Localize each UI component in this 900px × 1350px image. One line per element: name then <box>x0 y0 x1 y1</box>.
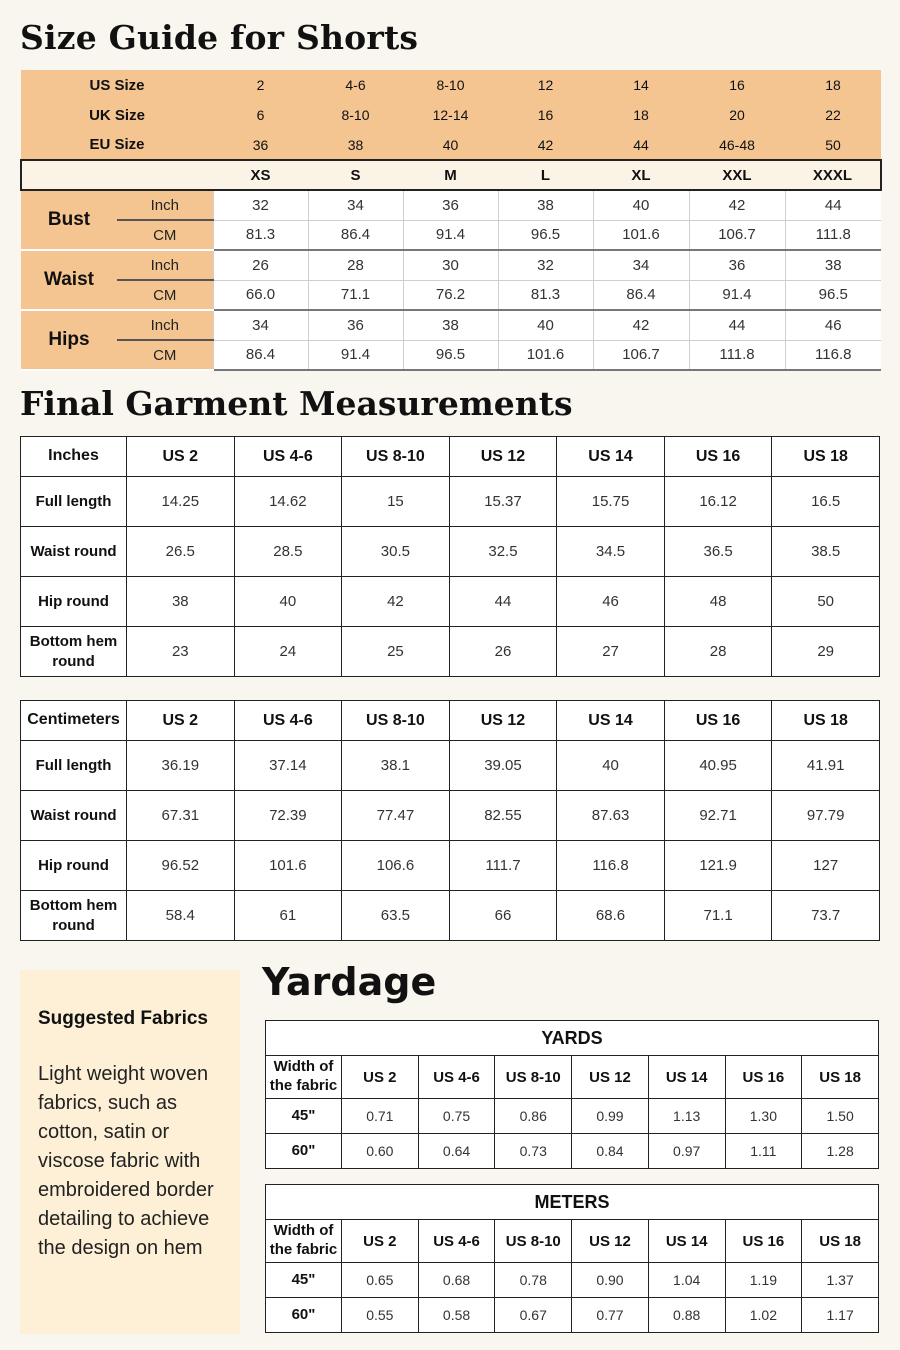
measurement-value: 42 <box>689 190 785 220</box>
unit-label: Inch <box>117 190 213 220</box>
page-title: Size Guide for Shorts <box>20 18 419 57</box>
column-header: US 14 <box>648 1220 725 1263</box>
table-cell: 0.75 <box>418 1099 495 1134</box>
table-corner-label: Centimeters <box>21 701 127 741</box>
table-row <box>266 1263 879 1298</box>
letter-size-spacer <box>21 160 213 190</box>
size-system-label: UK Size <box>21 100 213 130</box>
size-value: 12-14 <box>403 100 498 130</box>
row-label: Bottom hem round <box>21 627 127 677</box>
size-value: 6 <box>213 100 308 130</box>
column-header: US 2 <box>342 1056 419 1099</box>
table-cell: 26.5 <box>127 527 235 577</box>
table-cell: 1.04 <box>648 1263 725 1298</box>
table-cell: 15.75 <box>557 477 665 527</box>
table-cell: 1.11 <box>725 1134 802 1169</box>
size-system-row <box>21 130 881 160</box>
table-cell: 16.12 <box>664 477 772 527</box>
table-cell: 58.4 <box>127 891 235 941</box>
measurement-value: 66.0 <box>213 280 308 310</box>
table-cell: 0.55 <box>342 1298 419 1333</box>
table-cell: 0.88 <box>648 1298 725 1333</box>
column-header: US 18 <box>802 1056 879 1099</box>
unit-label: CM <box>117 280 213 310</box>
table-cell: 36.19 <box>127 741 235 791</box>
table-cell: 14.25 <box>127 477 235 527</box>
measurement-value: 91.4 <box>403 220 498 250</box>
table-cell: 37.14 <box>234 741 342 791</box>
measurement-value: 96.5 <box>785 280 881 310</box>
column-header: US 8-10 <box>495 1220 572 1263</box>
measurement-value: 44 <box>785 190 881 220</box>
table-cell: 40 <box>557 741 665 791</box>
row-label: Bottom hem round <box>21 891 127 941</box>
measurement-value: 106.7 <box>689 220 785 250</box>
table-row <box>266 1134 879 1169</box>
garment-title: Final Garment Measurements <box>20 384 573 423</box>
table-cell: 50 <box>772 577 880 627</box>
column-header: US 16 <box>664 701 772 741</box>
table-cell: 82.55 <box>449 791 557 841</box>
column-header: US 2 <box>127 701 235 741</box>
table-cell: 38.5 <box>772 527 880 577</box>
table-caption-row <box>266 1021 879 1056</box>
table-cell: 77.47 <box>342 791 450 841</box>
measurement-value: 96.5 <box>403 340 498 370</box>
size-system-row <box>21 70 881 100</box>
measurement-value: 32 <box>498 250 593 280</box>
measurement-value: 91.4 <box>689 280 785 310</box>
table-row <box>21 477 880 527</box>
measurement-group-label: Hips <box>21 310 117 370</box>
table-cell: 87.63 <box>557 791 665 841</box>
table-cell: 0.84 <box>572 1134 649 1169</box>
size-value: 22 <box>785 100 881 130</box>
column-header: US 12 <box>572 1056 649 1099</box>
table-corner-label: Inches <box>21 437 127 477</box>
table-cell: 116.8 <box>557 841 665 891</box>
table-cell: 27 <box>557 627 665 677</box>
measurement-value: 38 <box>785 250 881 280</box>
table-header-row <box>266 1056 879 1099</box>
column-header: US 8-10 <box>342 701 450 741</box>
measurement-value: 86.4 <box>593 280 689 310</box>
table-cell: 0.65 <box>342 1263 419 1298</box>
measurement-value: 76.2 <box>403 280 498 310</box>
table-cell: 25 <box>342 627 450 677</box>
measurement-value: 111.8 <box>689 340 785 370</box>
size-value: 18 <box>593 100 689 130</box>
row-label: 60" <box>266 1298 342 1333</box>
measurement-value: 106.7 <box>593 340 689 370</box>
measurement-value: 42 <box>593 310 689 340</box>
size-guide-table <box>20 70 882 371</box>
table-row <box>266 1099 879 1134</box>
size-value: 46-48 <box>689 130 785 160</box>
column-header: US 8-10 <box>342 437 450 477</box>
measurement-value: 32 <box>213 190 308 220</box>
column-header: US 8-10 <box>495 1056 572 1099</box>
measurement-value: 101.6 <box>593 220 689 250</box>
letter-size: XS <box>213 160 308 190</box>
table-cell: 24 <box>234 627 342 677</box>
size-value: 18 <box>785 70 881 100</box>
measurement-value: 40 <box>593 190 689 220</box>
table-cell: 48 <box>664 577 772 627</box>
table-row <box>21 741 880 791</box>
table-cell: 1.19 <box>725 1263 802 1298</box>
table-cell: 1.02 <box>725 1298 802 1333</box>
measurement-row-inch <box>21 310 881 340</box>
table-cell: 16.5 <box>772 477 880 527</box>
table-cell: 30.5 <box>342 527 450 577</box>
table-row <box>266 1298 879 1333</box>
unit-label: Inch <box>117 250 213 280</box>
table-cell: 29 <box>772 627 880 677</box>
table-cell: 14.62 <box>234 477 342 527</box>
table-cell: 0.77 <box>572 1298 649 1333</box>
table-corner-label: Width of the fabric <box>266 1220 342 1263</box>
measurement-row-cm <box>21 280 881 310</box>
measurement-group-label: Waist <box>21 250 117 310</box>
size-value: 20 <box>689 100 785 130</box>
measurement-value: 111.8 <box>785 220 881 250</box>
row-label: Hip round <box>21 841 127 891</box>
size-system-label: EU Size <box>21 130 213 160</box>
table-cell: 0.97 <box>648 1134 725 1169</box>
table-cell: 1.13 <box>648 1099 725 1134</box>
column-header: US 12 <box>572 1220 649 1263</box>
row-label: Full length <box>21 477 127 527</box>
measurement-value: 34 <box>308 190 403 220</box>
column-header: US 18 <box>772 437 880 477</box>
measurement-value: 71.1 <box>308 280 403 310</box>
size-value: 8-10 <box>308 100 403 130</box>
table-row <box>21 627 880 677</box>
table-cell: 0.86 <box>495 1099 572 1134</box>
column-header: US 16 <box>725 1220 802 1263</box>
table-cell: 67.31 <box>127 791 235 841</box>
table-cell: 28 <box>664 627 772 677</box>
table-cell: 15 <box>342 477 450 527</box>
column-header: US 4-6 <box>234 701 342 741</box>
table-cell: 42 <box>342 577 450 627</box>
measurement-value: 86.4 <box>308 220 403 250</box>
unit-label: Inch <box>117 310 213 340</box>
letter-size: M <box>403 160 498 190</box>
table-cell: 1.30 <box>725 1099 802 1134</box>
size-system-label: US Size <box>21 70 213 100</box>
table-row <box>21 791 880 841</box>
yards-table <box>265 1020 879 1169</box>
measurement-value: 116.8 <box>785 340 881 370</box>
measurement-value: 86.4 <box>213 340 308 370</box>
measurement-value: 46 <box>785 310 881 340</box>
table-cell: 26 <box>449 627 557 677</box>
table-header-row <box>21 437 880 477</box>
size-value: 8-10 <box>403 70 498 100</box>
row-label: 45" <box>266 1099 342 1134</box>
table-cell: 32.5 <box>449 527 557 577</box>
measurement-value: 40 <box>498 310 593 340</box>
column-header: US 12 <box>449 437 557 477</box>
column-header: US 14 <box>648 1056 725 1099</box>
yardage-title: Yardage <box>262 960 437 1004</box>
measurement-value: 96.5 <box>498 220 593 250</box>
letter-size: S <box>308 160 403 190</box>
table-cell: 0.99 <box>572 1099 649 1134</box>
measurement-value: 36 <box>403 190 498 220</box>
fabrics-description: Light weight woven fabrics, such as cotton, satin or viscose fabric with embroidered border detailing to achieve the design on hem <box>38 1063 214 1259</box>
size-value: 36 <box>213 130 308 160</box>
measurement-value: 38 <box>403 310 498 340</box>
table-cell: 46 <box>557 577 665 627</box>
table-cell: 23 <box>127 627 235 677</box>
measurement-value: 101.6 <box>498 340 593 370</box>
table-cell: 63.5 <box>342 891 450 941</box>
table-cell: 15.37 <box>449 477 557 527</box>
size-value: 4-6 <box>308 70 403 100</box>
table-cell: 40.95 <box>664 741 772 791</box>
letter-size-row <box>21 160 881 190</box>
measurement-row-cm <box>21 340 881 370</box>
unit-label: CM <box>117 220 213 250</box>
size-value: 14 <box>593 70 689 100</box>
size-value: 50 <box>785 130 881 160</box>
unit-label: CM <box>117 340 213 370</box>
table-cell: 0.73 <box>495 1134 572 1169</box>
column-header: US 4-6 <box>234 437 342 477</box>
table-cell: 68.6 <box>557 891 665 941</box>
column-header: US 2 <box>342 1220 419 1263</box>
column-header: US 16 <box>664 437 772 477</box>
table-cell: 40 <box>234 577 342 627</box>
table-cell: 66 <box>449 891 557 941</box>
letter-size: L <box>498 160 593 190</box>
table-cell: 0.78 <box>495 1263 572 1298</box>
measurement-value: 36 <box>689 250 785 280</box>
garment-cm-table <box>20 700 880 941</box>
table-cell: 0.67 <box>495 1298 572 1333</box>
measurement-value: 91.4 <box>308 340 403 370</box>
column-header: US 16 <box>725 1056 802 1099</box>
column-header: US 14 <box>557 701 665 741</box>
column-header: US 12 <box>449 701 557 741</box>
measurement-value: 44 <box>689 310 785 340</box>
table-cell: 71.1 <box>664 891 772 941</box>
table-cell: 39.05 <box>449 741 557 791</box>
table-cell: 44 <box>449 577 557 627</box>
table-cell: 34.5 <box>557 527 665 577</box>
table-cell: 28.5 <box>234 527 342 577</box>
measurement-row-cm <box>21 220 881 250</box>
table-cell: 96.52 <box>127 841 235 891</box>
measurement-group-label: Bust <box>21 190 117 250</box>
measurement-value: 81.3 <box>213 220 308 250</box>
column-header: US 18 <box>772 701 880 741</box>
measurement-value: 36 <box>308 310 403 340</box>
row-label: Full length <box>21 741 127 791</box>
table-cell: 1.50 <box>802 1099 879 1134</box>
letter-size: XXXL <box>785 160 881 190</box>
table-cell: 0.71 <box>342 1099 419 1134</box>
letter-size: XL <box>593 160 689 190</box>
table-cell: 111.7 <box>449 841 557 891</box>
size-value: 40 <box>403 130 498 160</box>
measurement-value: 26 <box>213 250 308 280</box>
row-label: 60" <box>266 1134 342 1169</box>
table-cell: 1.37 <box>802 1263 879 1298</box>
table-cell: 61 <box>234 891 342 941</box>
table-cell: 121.9 <box>664 841 772 891</box>
column-header: US 18 <box>802 1220 879 1263</box>
size-value: 42 <box>498 130 593 160</box>
column-header: US 14 <box>557 437 665 477</box>
row-label: Waist round <box>21 527 127 577</box>
row-label: 45" <box>266 1263 342 1298</box>
table-cell: 0.90 <box>572 1263 649 1298</box>
size-value: 16 <box>689 70 785 100</box>
table-caption: METERS <box>266 1185 879 1220</box>
table-caption: YARDS <box>266 1021 879 1056</box>
table-row <box>21 891 880 941</box>
table-cell: 0.58 <box>418 1298 495 1333</box>
table-cell: 38.1 <box>342 741 450 791</box>
table-row <box>21 527 880 577</box>
table-cell: 0.68 <box>418 1263 495 1298</box>
measurement-value: 38 <box>498 190 593 220</box>
table-cell: 92.71 <box>664 791 772 841</box>
measurement-value: 30 <box>403 250 498 280</box>
meters-table <box>265 1184 879 1333</box>
table-cell: 0.60 <box>342 1134 419 1169</box>
measurement-row-inch <box>21 190 881 220</box>
size-value: 44 <box>593 130 689 160</box>
table-row <box>21 577 880 627</box>
size-value: 2 <box>213 70 308 100</box>
table-cell: 41.91 <box>772 741 880 791</box>
size-value: 12 <box>498 70 593 100</box>
measurement-row-inch <box>21 250 881 280</box>
table-row <box>21 841 880 891</box>
table-header-row <box>266 1220 879 1263</box>
size-value: 16 <box>498 100 593 130</box>
table-header-row <box>21 701 880 741</box>
measurement-value: 81.3 <box>498 280 593 310</box>
table-caption-row <box>266 1185 879 1220</box>
table-cell: 1.28 <box>802 1134 879 1169</box>
table-cell: 72.39 <box>234 791 342 841</box>
column-header: US 4-6 <box>418 1056 495 1099</box>
table-cell: 106.6 <box>342 841 450 891</box>
measurement-value: 34 <box>593 250 689 280</box>
size-value: 38 <box>308 130 403 160</box>
table-cell: 97.79 <box>772 791 880 841</box>
row-label: Waist round <box>21 791 127 841</box>
table-cell: 38 <box>127 577 235 627</box>
row-label: Hip round <box>21 577 127 627</box>
garment-inches-table <box>20 436 880 677</box>
suggested-fabrics-box <box>20 970 240 1334</box>
measurement-value: 34 <box>213 310 308 340</box>
table-cell: 0.64 <box>418 1134 495 1169</box>
fabrics-title: Suggested Fabrics <box>38 1008 208 1029</box>
measurement-value: 28 <box>308 250 403 280</box>
column-header: US 4-6 <box>418 1220 495 1263</box>
table-cell: 36.5 <box>664 527 772 577</box>
table-cell: 127 <box>772 841 880 891</box>
table-cell: 1.17 <box>802 1298 879 1333</box>
letter-size: XXL <box>689 160 785 190</box>
size-system-row <box>21 100 881 130</box>
table-cell: 101.6 <box>234 841 342 891</box>
table-corner-label: Width of the fabric <box>266 1056 342 1099</box>
table-cell: 73.7 <box>772 891 880 941</box>
column-header: US 2 <box>127 437 235 477</box>
